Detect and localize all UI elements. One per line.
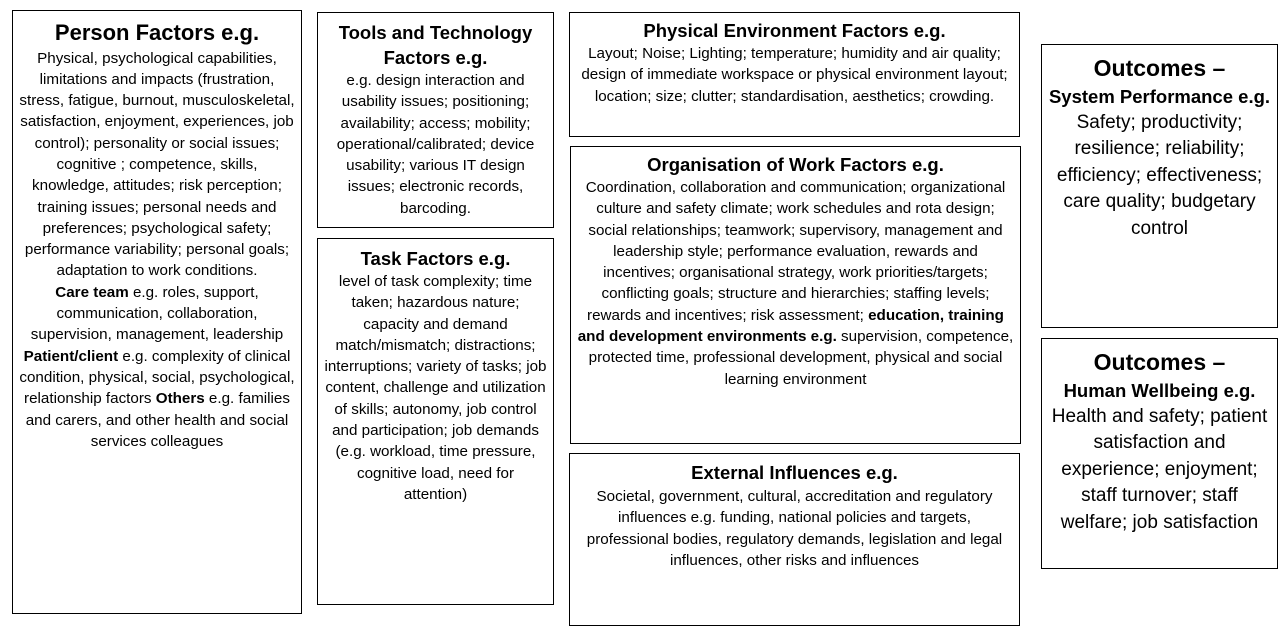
person-factors-title: Person Factors e.g. xyxy=(54,20,260,45)
organisation-work-text: Coordination, collaboration and communication; organizational culture and safety climate; work schedules and rota design; social relationships; teamwork; supervisory, management and leadership style; performance evaluation, rewards and incentives; organisational strategy, work priorities/targets; conflicting goals; structure and hierarchies; staffing levels; rewards and incentives; risk assessment; xyxy=(585,179,1006,324)
physical-environment-body: Layout; Noise; Lighting; temperature; humidity and air quality; design of immediate workspace or physical environment layout; location; size; clutter; standardisation, aesthetics; crowding. xyxy=(581,45,1008,105)
person-factors-body xyxy=(19,48,295,453)
care-team-label: Care team xyxy=(55,283,129,301)
education-training-label: education, training and development environments e.g. xyxy=(577,306,1004,346)
outcomes-system-subtitle: System Performance e.g. xyxy=(1048,86,1271,107)
tools-technology-title: Tools and Technology Factors e.g. xyxy=(338,22,533,68)
others-label: Others xyxy=(155,390,205,408)
outcomes-human-subtitle: Human Wellbeing e.g. xyxy=(1063,380,1256,401)
external-influences-box xyxy=(569,453,1020,626)
task-factors-body: level of task complexity; time taken; hazardous nature; capacity and demand match/mismatch; distractions; interruptions; variety of tasks; job content, challenge and utilization of skills; autonomy, job control and participation; job demands (e.g. workload, time pressure, cognitive load, need for attention) xyxy=(324,273,547,503)
physical-environment-box xyxy=(569,12,1020,137)
external-influences-body: Societal, government, cultural, accreditation and regulatory influences e.g. funding, national policies and targets, professional bodies, regulatory demands, legislation and legal influences, other risks and influences xyxy=(586,488,1003,569)
person-factors-text: Physical, psychological capabilities, limitations and impacts (frustration, stress, fatigue, burnout, musculoskeletal, satisfaction, enjoyment, experiences, job control); personality or social issues; cognitive ; competence, skills, knowledge, attitudes; risk perception; training issues; personal needs and preferences; psychological safety; performance variability; personal goals; adaptation to work conditions. xyxy=(19,49,295,280)
task-factors-box xyxy=(317,238,554,605)
tools-technology-body: e.g. design interaction and usability issues; positioning; availability; access; mobility; operational/calibrated; device usability; various IT design issues; electronic records, barcoding. xyxy=(336,72,535,217)
organisation-work-title: Organisation of Work Factors e.g. xyxy=(647,154,944,175)
physical-environment-title: Physical Environment Factors e.g. xyxy=(643,20,946,41)
outcomes-system-body: Safety; productivity; resilience; reliability; efficiency; effectiveness; care quality; budgetary control xyxy=(1056,112,1263,239)
patient-client-label: Patient/client xyxy=(23,347,119,365)
education-training-text: supervision, competence, protected time, professional development, physical and social learning environment xyxy=(588,328,1014,388)
patient-client-text: e.g. complexity of clinical condition, physical, social, psychological, relationship factors xyxy=(19,347,295,408)
outcomes-human-body: Health and safety; patient satisfaction and experience; enjoyment; staff turnover; staff welfare; job satisfaction xyxy=(1051,406,1268,533)
care-team-text: e.g. roles, support, communication, collaboration, supervision, management, leadership xyxy=(30,283,284,344)
task-factors-title: Task Factors e.g. xyxy=(360,248,511,269)
organisation-work-body xyxy=(577,177,1014,390)
outcomes-human-wellbeing-box xyxy=(1041,338,1278,569)
organisation-work-box xyxy=(570,146,1021,444)
others-text: e.g. families and carers, and other health and social services colleagues xyxy=(25,390,290,450)
outcomes-system-performance-box xyxy=(1041,44,1278,328)
outcomes-human-title: Outcomes – xyxy=(1093,349,1226,375)
tools-technology-box xyxy=(317,12,554,228)
external-influences-title: External Influences e.g. xyxy=(691,462,898,483)
outcomes-system-title: Outcomes – xyxy=(1093,55,1226,81)
person-factors-box xyxy=(12,10,302,614)
